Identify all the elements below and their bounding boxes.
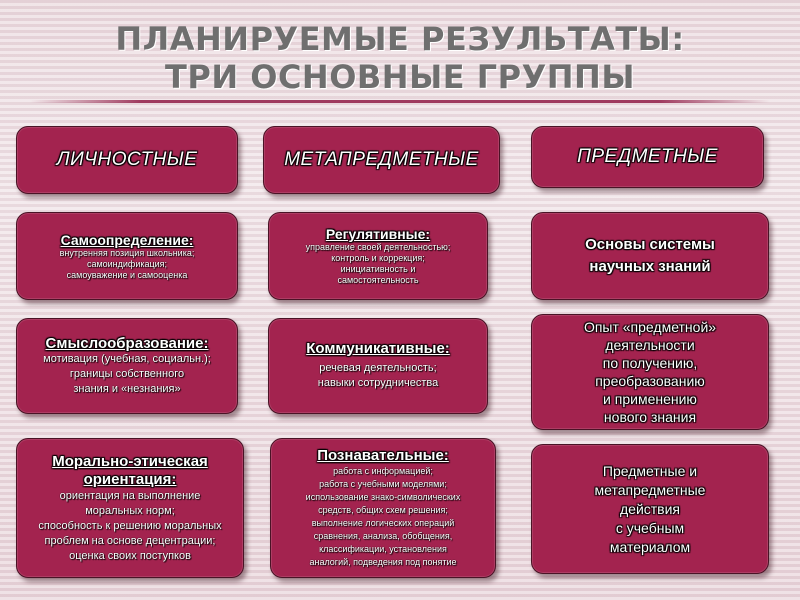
box-line: действия bbox=[619, 500, 681, 517]
box-title: Самоопределение: bbox=[60, 231, 194, 248]
box-line: и применению bbox=[603, 391, 697, 407]
box-title: Морально-этическая bbox=[52, 452, 208, 470]
box-line: оценка своих поступков bbox=[69, 549, 191, 562]
box-line: навыки сотрудничества bbox=[317, 377, 439, 389]
personal-self-determination bbox=[16, 212, 238, 300]
personal-moral-orientation bbox=[16, 438, 244, 578]
box-line: ориентация на выполнение bbox=[59, 489, 201, 502]
header-personal bbox=[16, 126, 238, 194]
box-line: аналогий, подведения под понятие bbox=[309, 556, 457, 567]
box-line: мотивация (учебная, социальн.); bbox=[43, 352, 211, 365]
personal-meaning-formation bbox=[16, 318, 238, 414]
meta-communicative bbox=[268, 318, 488, 414]
box-line: внутренняя позиция школьника; bbox=[59, 247, 195, 258]
slide-title bbox=[0, 20, 800, 96]
subject-experience bbox=[531, 314, 769, 430]
box-title: ориентация: bbox=[83, 470, 177, 488]
subject-actions bbox=[531, 444, 769, 574]
box-line: выполнение логических операций bbox=[311, 517, 455, 528]
box-line: границы собственного bbox=[69, 367, 185, 380]
header-meta-label: МЕТАПРЕДМЕТНЫЕ bbox=[284, 149, 479, 170]
box-line: средств, общих схем решения; bbox=[318, 504, 448, 515]
box-line: проблем на основе децентрации; bbox=[44, 534, 216, 547]
box-line: контроль и коррекция; bbox=[331, 253, 425, 263]
box-line: способность к решению моральных bbox=[38, 519, 222, 532]
box-line: моральных норм; bbox=[85, 504, 175, 517]
box-line: инициативность и bbox=[340, 264, 416, 274]
box-line: нового знания bbox=[603, 409, 697, 425]
box-line: научных знаний bbox=[589, 258, 711, 275]
meta-cognitive bbox=[270, 438, 496, 578]
box-line: самоиндификация; bbox=[86, 258, 168, 269]
box-line: преобразованию bbox=[595, 373, 705, 389]
box-line: классификации, установления bbox=[319, 543, 447, 554]
box-line: деятельности bbox=[605, 337, 695, 353]
box-line: Опыт «предметной» bbox=[583, 319, 717, 335]
header-meta bbox=[263, 126, 500, 194]
title-divider bbox=[30, 100, 770, 103]
box-title: Смыслообразование: bbox=[45, 334, 209, 352]
box-title: Регулятивные: bbox=[325, 226, 431, 242]
box-line: самоуважение и самооценка bbox=[66, 269, 188, 280]
box-line: Основы системы bbox=[585, 236, 715, 253]
subject-knowledge-system bbox=[531, 212, 769, 300]
box-line: с учебным bbox=[615, 519, 685, 536]
box-line: метапредметные bbox=[594, 481, 706, 498]
box-line: речевая деятельность; bbox=[319, 362, 437, 374]
box-title: Познавательные: bbox=[317, 446, 449, 464]
box-title: Коммуникативные: bbox=[306, 340, 450, 357]
box-line: работа с информацией; bbox=[333, 465, 433, 476]
header-subject bbox=[531, 126, 764, 188]
box-line: по получению, bbox=[602, 355, 698, 371]
box-line: Предметные и bbox=[602, 462, 698, 479]
box-line: работа с учебными моделями; bbox=[319, 478, 447, 489]
box-line: сравнения, анализа, обобщения, bbox=[313, 530, 453, 541]
box-line: использование знако-символических bbox=[305, 491, 461, 502]
title-line-2: ТРИ ОСНОВНЫЕ ГРУППЫ bbox=[165, 58, 635, 96]
meta-regulatory bbox=[268, 212, 488, 300]
header-subject-label: ПРЕДМЕТНЫЕ bbox=[577, 146, 718, 167]
box-line: самостоятельность bbox=[337, 275, 419, 285]
box-line: знания и «незнания» bbox=[73, 382, 181, 395]
header-personal-label: ЛИЧНОСТНЫЕ bbox=[56, 149, 198, 170]
box-line: материалом bbox=[609, 538, 691, 555]
title-line-1: ПЛАНИРУЕМЫЕ РЕЗУЛЬТАТЫ: bbox=[115, 20, 685, 58]
box-line: управление своей деятельностью; bbox=[305, 242, 451, 252]
